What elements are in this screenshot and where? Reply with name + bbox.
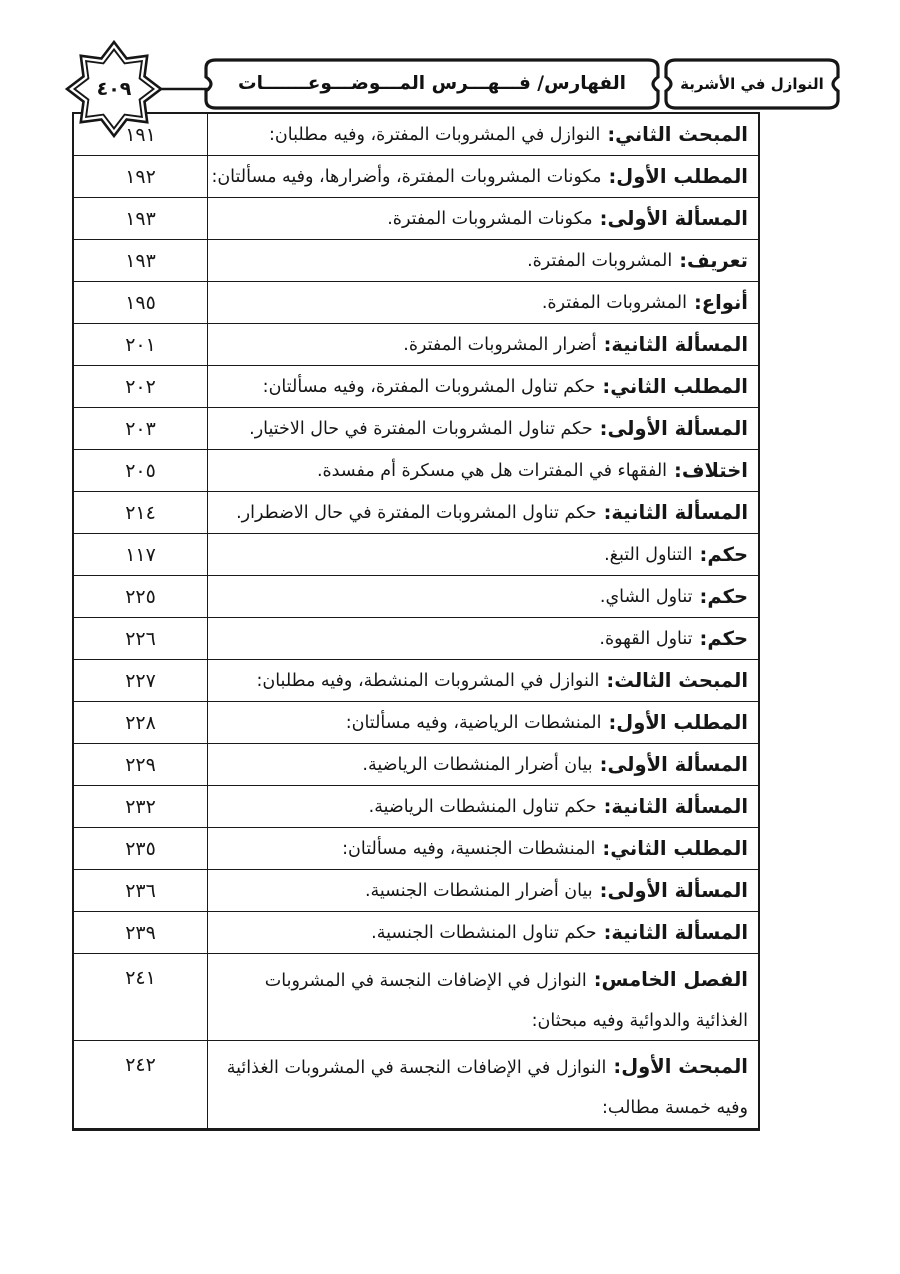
toc-entry-term: المسألة الثانية: — [603, 333, 748, 356]
toc-entry-text: المنشطات الرياضية، وفيه مسألتان: — [345, 712, 602, 733]
toc-entry-term: اختلاف: — [674, 459, 748, 482]
toc-page-number: ١٩٣ — [125, 249, 156, 272]
toc-entry-text: النوازل في الإضافات النجسة في المشروبات الغذائية والدوائية وفيه مبحثان: — [264, 971, 748, 1031]
toc-page-number: ١١٧ — [125, 543, 156, 566]
toc-entry-term: حكم: — [699, 627, 748, 650]
toc-page-number: ٢٠٢ — [125, 375, 156, 398]
toc-page-number: ٢١٤ — [125, 501, 156, 524]
toc-page-number: ٢٤٢ — [125, 1054, 156, 1076]
toc-table — [72, 112, 760, 1131]
toc-page-number: ٢٣٢ — [125, 795, 156, 818]
toc-page-number: ١٩٢ — [125, 165, 156, 188]
toc-entry-cell — [207, 576, 758, 617]
page-header — [0, 0, 900, 150]
toc-row — [74, 576, 758, 618]
toc-entry-cell — [207, 954, 758, 1040]
toc-page-number: ٢٢٧ — [125, 669, 156, 692]
toc-entry-text: حكم تناول المنشطات الرياضية. — [368, 796, 597, 817]
toc-entry-cell — [207, 702, 758, 743]
toc-page-number: ٢٢٦ — [125, 627, 156, 650]
toc-entry-text: أضرار المشروبات المفترة. — [403, 334, 597, 355]
toc-entry-term: أنواع: — [693, 291, 748, 314]
toc-page-number: ٢٣٦ — [125, 879, 156, 902]
toc-page-number: ٢٤١ — [125, 967, 156, 989]
toc-entry-cell — [207, 156, 758, 197]
toc-entry-text: مكونات المشروبات المفترة، وأضرارها، وفيه مسألتان: — [211, 166, 602, 187]
toc-page-number: ١٩٥ — [125, 291, 156, 314]
page-number: ٤٠٩ — [96, 78, 132, 100]
toc-row — [74, 282, 758, 324]
toc-entry-term: المسألة الأولى: — [599, 207, 748, 230]
toc-entry-text: النوازل في المشروبات المنشطة، وفيه مطلبان: — [256, 670, 600, 691]
toc-entry-cell — [207, 240, 758, 281]
toc-entry-cell — [207, 786, 758, 827]
toc-entry-text: المشروبات المفترة. — [541, 292, 687, 313]
toc-row — [74, 828, 758, 870]
toc-row — [74, 786, 758, 828]
toc-page-number: ٢٠٣ — [125, 417, 156, 440]
toc-entry-term: المطلب الأول: — [608, 165, 748, 188]
toc-entry-term: تعريف: — [679, 249, 748, 272]
toc-entry-cell — [207, 324, 758, 365]
toc-row — [74, 324, 758, 366]
toc-entry-term: حكم: — [699, 543, 748, 566]
toc-entry-cell — [207, 618, 758, 659]
toc-entry-term: المبحث الأول: — [613, 1055, 748, 1078]
toc-entry-term: المسألة الثانية: — [603, 795, 748, 818]
toc-page-number: ٢٣٥ — [125, 837, 156, 860]
toc-entry-text: حكم تناول المشروبات المفترة، وفيه مسألتان: — [262, 376, 596, 397]
toc-entry-cell — [207, 492, 758, 533]
toc-entry-cell — [207, 282, 758, 323]
toc-page-number: ٢٢٥ — [125, 585, 156, 608]
toc-page-number: ٢٣٩ — [125, 921, 156, 944]
toc-row — [74, 156, 758, 198]
toc-entry-term: حكم: — [699, 585, 748, 608]
toc-entry-text: بيان أضرار المنشطات الرياضية. — [362, 754, 593, 775]
toc-row — [74, 870, 758, 912]
toc-page-number: ٢٢٨ — [125, 711, 156, 734]
toc-row — [74, 492, 758, 534]
toc-entry-text: التناول التبغ. — [604, 544, 693, 565]
toc-entry-term: المسألة الثانية: — [603, 501, 748, 524]
toc-entry-term: المسألة الأولى: — [599, 879, 748, 902]
toc-row — [74, 408, 758, 450]
toc-page-number: ١٩٣ — [125, 207, 156, 230]
toc-row — [74, 660, 758, 702]
toc-row — [74, 1041, 758, 1128]
toc-entry-cell — [207, 744, 758, 785]
toc-page-number: ٢٢٩ — [125, 753, 156, 776]
toc-row — [74, 198, 758, 240]
toc-entry-text: النوازل في المشروبات المفترة، وفيه مطلبان: — [269, 124, 601, 145]
toc-row — [74, 744, 758, 786]
toc-entry-text: المنشطات الجنسية، وفيه مسألتان: — [342, 838, 596, 859]
toc-entry-cell — [207, 450, 758, 491]
toc-entry-term: المسألة الأولى: — [599, 417, 748, 440]
section-title: الفهارس/ فـــهـــرس المـــوضـــوعـــــــات — [237, 73, 627, 94]
toc-entry-text: حكم تناول المنشطات الجنسية. — [371, 922, 597, 943]
toc-entry-term: المطلب الثاني: — [602, 837, 748, 860]
toc-entry-cell — [207, 912, 758, 953]
toc-entry-text: المشروبات المفترة. — [527, 250, 673, 271]
toc-entry-text: تناول القهوة. — [599, 628, 693, 649]
toc-entry-text: مكونات المشروبات المفترة. — [387, 208, 593, 229]
toc-entry-cell — [207, 534, 758, 575]
toc-entry-text: النوازل في الإضافات النجسة في المشروبات الغذائية وفيه خمسة مطالب: — [226, 1058, 748, 1118]
toc-page-number: ٢٠٥ — [125, 459, 156, 482]
toc-entry-term: المبحث الثالث: — [606, 669, 748, 692]
toc-row — [74, 618, 758, 660]
toc-entry-cell — [207, 198, 758, 239]
toc-row — [74, 702, 758, 744]
toc-entry-term: المسألة الأولى: — [599, 753, 748, 776]
toc-entry-cell — [207, 828, 758, 869]
toc-entry-term: المطلب الأول: — [608, 711, 748, 734]
toc-entry-cell — [207, 1041, 758, 1128]
toc-page-number: ٢٠١ — [125, 333, 156, 356]
toc-entry-cell — [207, 870, 758, 911]
toc-entry-cell — [207, 366, 758, 407]
toc-entry-term: الفصل الخامس: — [593, 968, 748, 991]
toc-row — [74, 954, 758, 1041]
toc-entry-text: بيان أضرار المنشطات الجنسية. — [364, 880, 593, 901]
toc-row — [74, 912, 758, 954]
toc-entry-cell — [207, 660, 758, 701]
toc-page-number: ١٩١ — [125, 123, 156, 146]
toc-row — [74, 240, 758, 282]
toc-row — [74, 366, 758, 408]
toc-entry-text: حكم تناول المشروبات المفترة في حال الاضطرار. — [236, 502, 597, 523]
toc-entry-term: المبحث الثاني: — [607, 123, 748, 146]
toc-entry-text: تناول الشاي. — [599, 586, 693, 607]
book-title: النوازل في الأشربة — [680, 75, 824, 93]
toc-entry-term: المطلب الثاني: — [602, 375, 748, 398]
toc-row — [74, 534, 758, 576]
toc-entry-cell — [207, 408, 758, 449]
toc-row — [74, 450, 758, 492]
toc-entry-text: حكم تناول المشروبات المفترة في حال الاختيار. — [249, 418, 593, 439]
toc-entry-term: المسألة الثانية: — [603, 921, 748, 944]
toc-entry-text: الفقهاء في المفترات هل هي مسكرة أم مفسدة. — [316, 460, 668, 481]
